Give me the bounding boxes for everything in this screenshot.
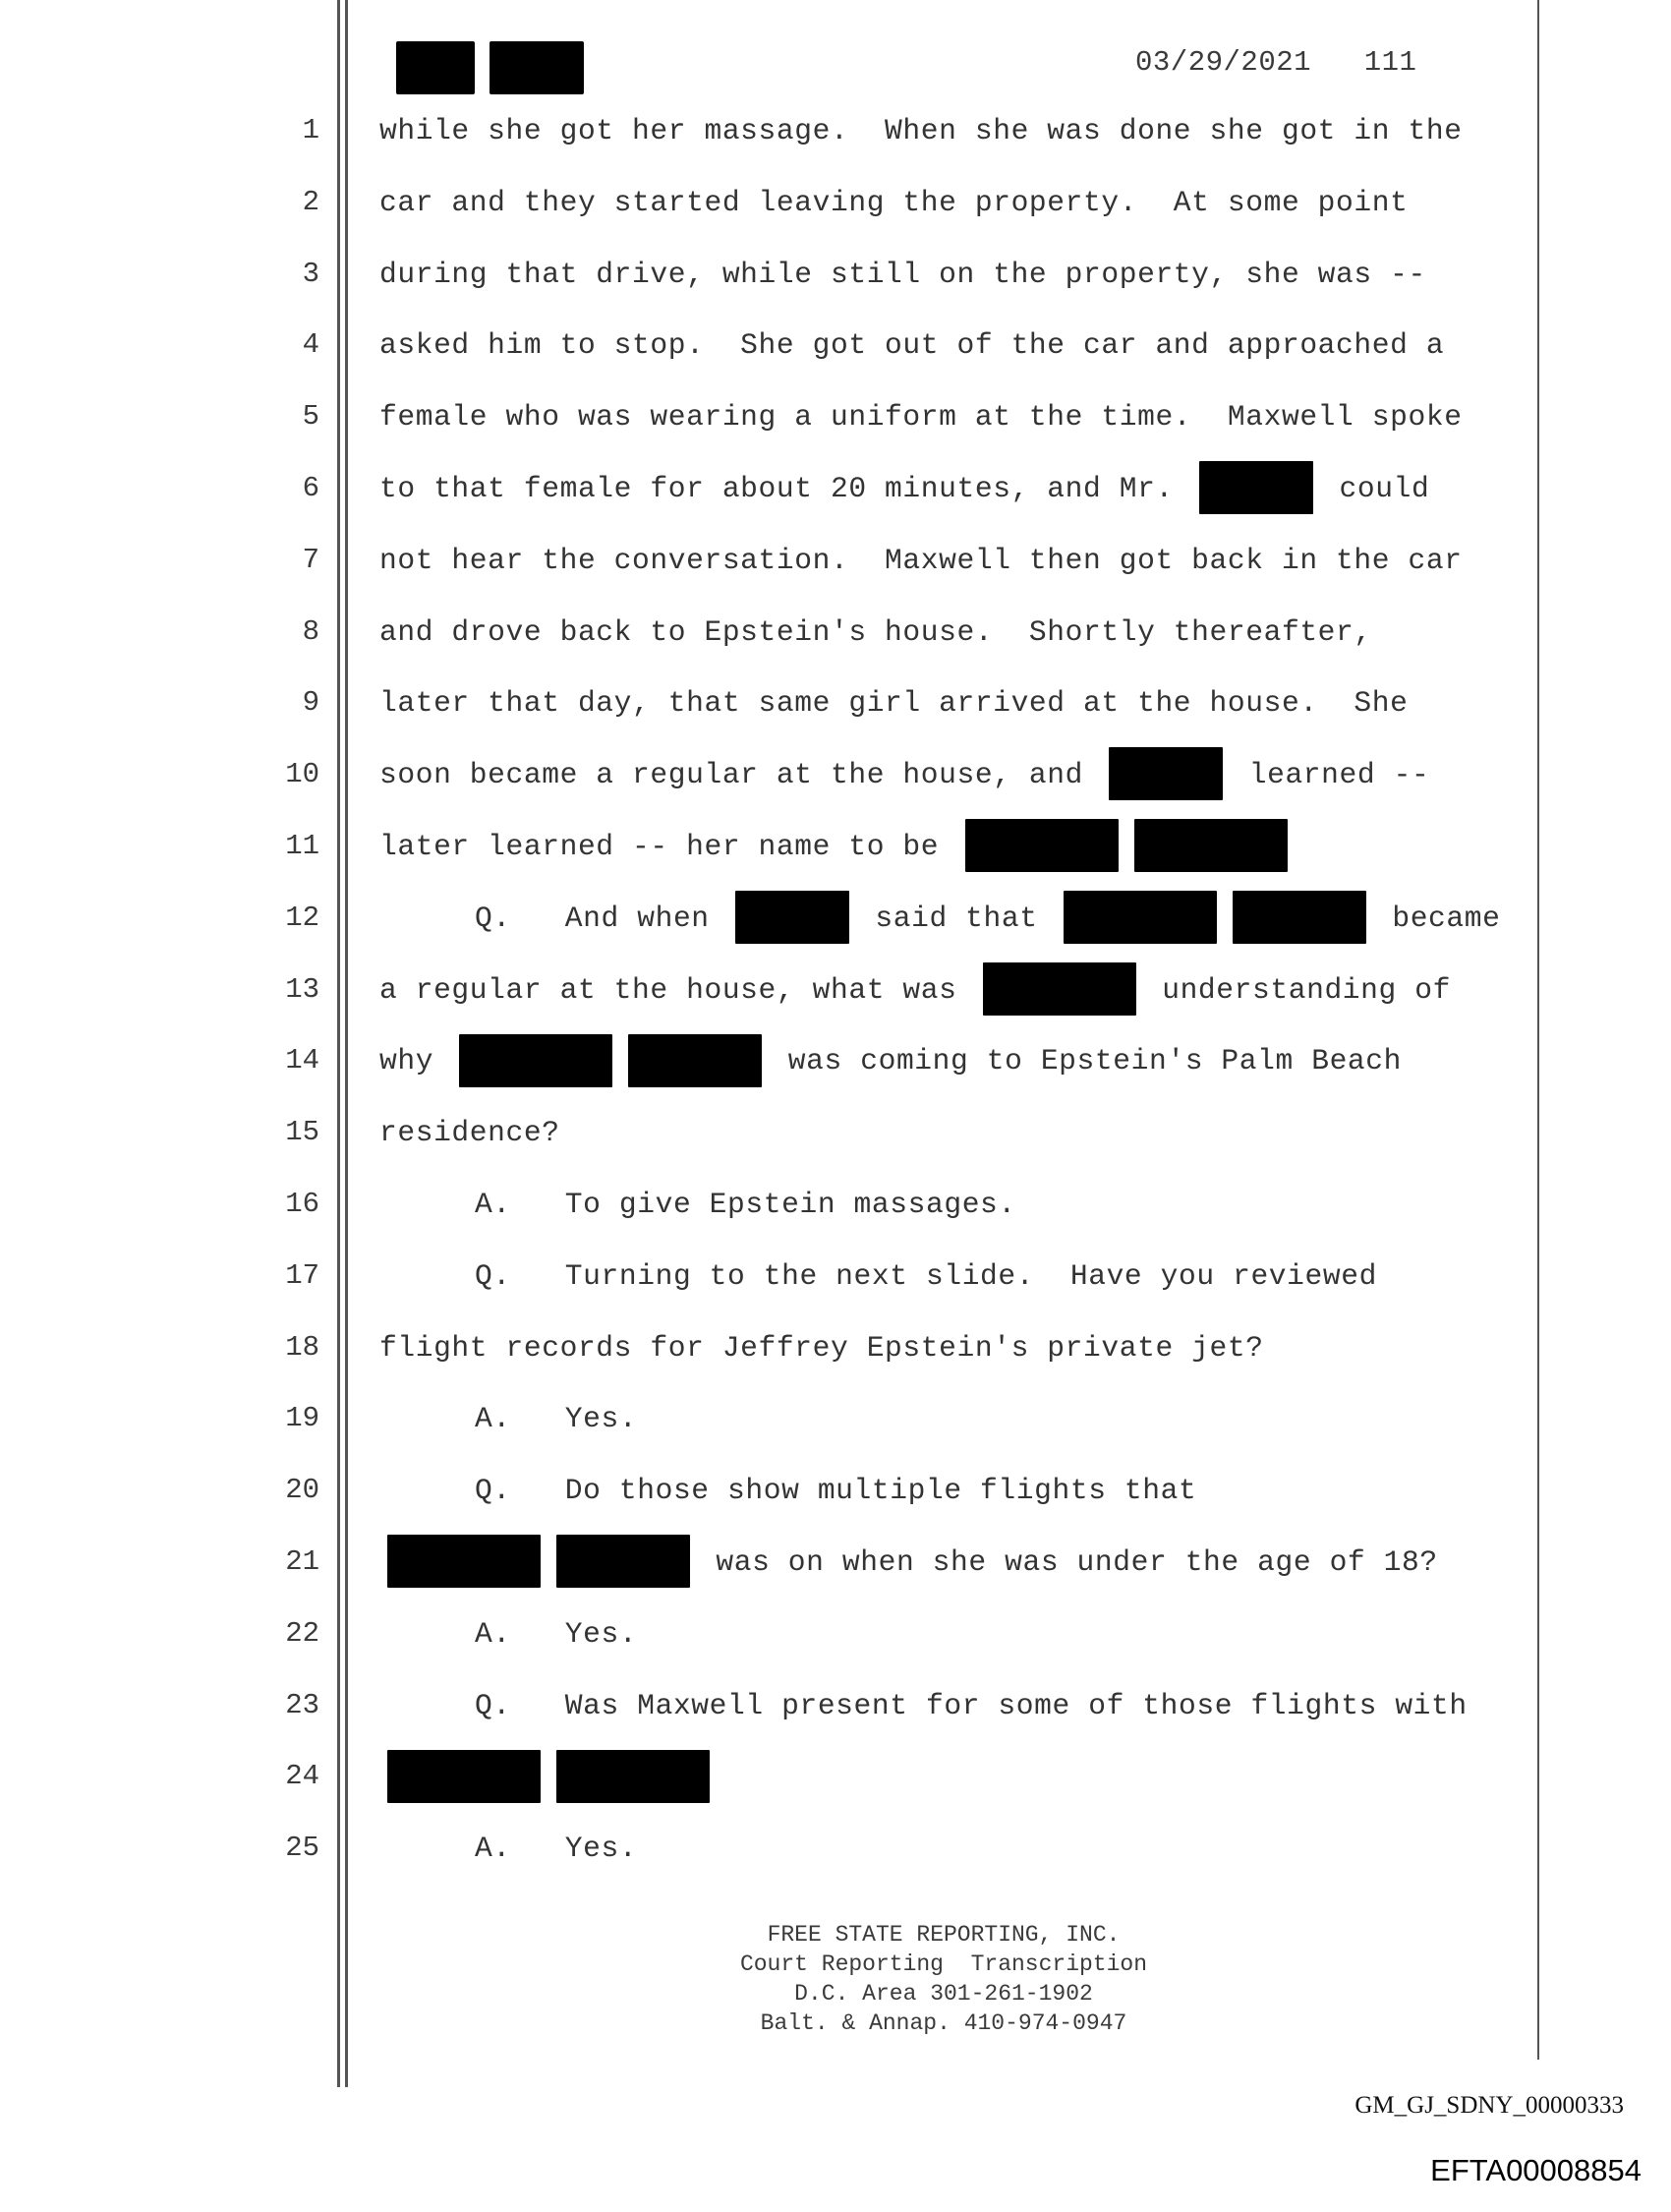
line-text (379, 544, 1463, 577)
line-text (475, 1689, 1468, 1722)
header-redaction-1 (396, 41, 475, 94)
line-number: 9 (302, 686, 319, 720)
transcript-line (0, 822, 1671, 894)
transcript-line (0, 1252, 1671, 1323)
line-text-segment: Q. And when (475, 901, 728, 935)
line-text (379, 114, 1463, 147)
line-text-segment: could (1321, 471, 1430, 505)
footer-dc-phone: D.C. Area 301-261-1902 (794, 1981, 1093, 2007)
line-text (475, 1259, 1377, 1293)
line-number: 25 (285, 1832, 319, 1865)
header-date-page (1135, 46, 1416, 79)
line-number: 16 (285, 1187, 319, 1220)
transcript-line (0, 320, 1671, 392)
line-number: 4 (302, 328, 319, 362)
line-text (379, 758, 1429, 791)
line-number: 12 (285, 901, 319, 934)
line-text-segment: why (379, 1044, 452, 1078)
transcript-lines (0, 106, 1671, 1895)
line-text (475, 1474, 1196, 1507)
line-text-segment: later learned -- her name to be (379, 829, 957, 863)
redaction-block (459, 1034, 612, 1087)
redaction-block (387, 1750, 541, 1803)
header-date: 03/29/2021 (1135, 46, 1312, 79)
transcript-line (0, 250, 1671, 321)
line-number: 19 (285, 1402, 319, 1435)
line-text (475, 1188, 1016, 1221)
transcript-line (0, 608, 1671, 679)
header-page-number: 111 (1363, 46, 1417, 79)
line-text (379, 830, 1296, 863)
line-text (475, 1617, 637, 1651)
line-text-segment: said that (857, 901, 1056, 935)
line-text (379, 186, 1408, 219)
line-number: 8 (302, 614, 319, 648)
line-text (379, 1760, 718, 1793)
transcript-line (0, 1394, 1671, 1466)
header-redaction-2 (490, 41, 584, 94)
redaction-block (628, 1034, 762, 1087)
footer-services: Court Reporting Transcription (739, 1951, 1148, 1977)
line-text-segment: residence? (379, 1116, 560, 1150)
line-number: 2 (302, 185, 319, 218)
transcript-line (0, 678, 1671, 750)
line-number: 20 (285, 1474, 319, 1507)
line-text-segment: during that drive, while still on the property, she was -- (379, 257, 1426, 291)
line-text-segment: A. To give Epstein massages. (475, 1187, 1016, 1221)
line-number: 22 (285, 1616, 319, 1650)
redaction-block (387, 1535, 541, 1588)
line-text (379, 973, 1451, 1007)
line-number: 7 (302, 543, 319, 576)
redaction-block (1233, 891, 1366, 944)
line-text (379, 472, 1429, 505)
efta-number: EFTA00008854 (1430, 2153, 1642, 2187)
line-number: 1 (302, 114, 319, 146)
line-text-segment: A. Yes. (475, 1832, 638, 1866)
redaction-block (965, 819, 1119, 872)
line-number: 24 (285, 1760, 319, 1793)
line-text-segment: Q. Do those show multiple flights that (475, 1474, 1197, 1508)
footer-balt-phone: Balt. & Annap. 410-974-0947 (760, 2010, 1127, 2036)
line-text (475, 1402, 637, 1435)
line-text-segment: Q. Turning to the next slide. Have you reviewed (475, 1258, 1377, 1293)
line-text (379, 615, 1372, 649)
transcript-line (0, 1180, 1671, 1252)
redaction-block (735, 891, 849, 944)
transcript-line (0, 750, 1671, 822)
transcript-line (0, 1323, 1671, 1395)
transcript-line (0, 1824, 1671, 1895)
line-text (379, 400, 1463, 434)
line-number: 3 (302, 257, 319, 290)
line-number: 11 (285, 829, 319, 862)
redaction-block (1134, 819, 1288, 872)
bates-number: GM_GJ_SDNY_00000333 (1354, 2092, 1624, 2119)
line-text (379, 1044, 1402, 1077)
transcript-line (0, 392, 1671, 464)
redaction-block (1199, 461, 1313, 514)
transcript-line (0, 1609, 1671, 1681)
line-text-segment: and drove back to Epstein's house. Shortly thereafter, (379, 614, 1372, 649)
transcript-line (0, 894, 1671, 965)
line-number: 6 (302, 471, 319, 504)
line-text-segment: became (1373, 901, 1501, 935)
line-text-segment: understanding of (1143, 972, 1451, 1007)
redaction-block (556, 1535, 690, 1588)
line-text-segment: female who was wearing a uniform at the time. Maxwell spoke (379, 400, 1463, 435)
line-text-segment: A. Yes. (475, 1402, 638, 1436)
line-text-segment: was on when she was under the age of 18? (698, 1544, 1438, 1579)
line-text (379, 1545, 1438, 1579)
line-number: 5 (302, 400, 319, 434)
transcript-line (0, 1466, 1671, 1538)
footer-company: FREE STATE REPORTING, INC. (767, 1922, 1121, 1948)
line-text (379, 1331, 1264, 1365)
line-text-segment: Q. Was Maxwell present for some of those flights with (475, 1688, 1468, 1722)
line-text-segment: soon became a regular at the house, and (379, 758, 1102, 792)
line-text-segment: later that day, that same girl arrived at the house. She (379, 686, 1409, 721)
redaction-block (1109, 747, 1223, 800)
line-number: 17 (285, 1258, 319, 1292)
transcript-line (0, 178, 1671, 250)
line-number: 13 (285, 972, 319, 1006)
line-number: 10 (285, 758, 319, 791)
line-text-segment: learned -- (1231, 758, 1430, 792)
line-text (379, 258, 1426, 291)
line-number: 21 (285, 1544, 319, 1578)
line-text (475, 902, 1501, 935)
transcript-line (0, 965, 1671, 1037)
line-text-segment: not hear the conversation. Maxwell then got back in the car (379, 543, 1463, 577)
transcript-line (0, 1538, 1671, 1609)
line-text-segment: flight records for Jeffrey Epstein's private jet? (379, 1330, 1264, 1365)
line-number: 18 (285, 1330, 319, 1364)
line-number: 14 (285, 1044, 319, 1077)
transcript-line (0, 464, 1671, 536)
line-text (379, 1116, 560, 1149)
line-text-segment: asked him to stop. She got out of the car and approached a (379, 328, 1445, 363)
transcript-line (0, 1108, 1671, 1180)
line-text (475, 1832, 637, 1865)
transcript-line (0, 106, 1671, 178)
line-number: 23 (285, 1688, 319, 1721)
line-text-segment: while she got her massage. When she was done she got in the (379, 114, 1463, 147)
transcript-line (0, 536, 1671, 608)
reporter-footer (590, 1920, 1297, 2038)
redaction-block (556, 1750, 710, 1803)
line-text-segment: was coming to Epstein's Palm Beach (770, 1044, 1403, 1078)
line-text-segment: A. Yes. (475, 1616, 638, 1651)
line-number: 15 (285, 1116, 319, 1149)
transcript-line (0, 1036, 1671, 1108)
redaction-block (1064, 891, 1217, 944)
transcript-line (0, 1681, 1671, 1753)
line-text (379, 328, 1444, 362)
line-text-segment: a regular at the house, what was (379, 972, 975, 1007)
transcript-line (0, 1752, 1671, 1824)
line-text-segment: car and they started leaving the property. At some point (379, 185, 1409, 219)
line-text-segment: to that female for about 20 minutes, and Mr. (379, 471, 1192, 505)
redaction-block (983, 962, 1136, 1016)
line-text (379, 686, 1408, 720)
